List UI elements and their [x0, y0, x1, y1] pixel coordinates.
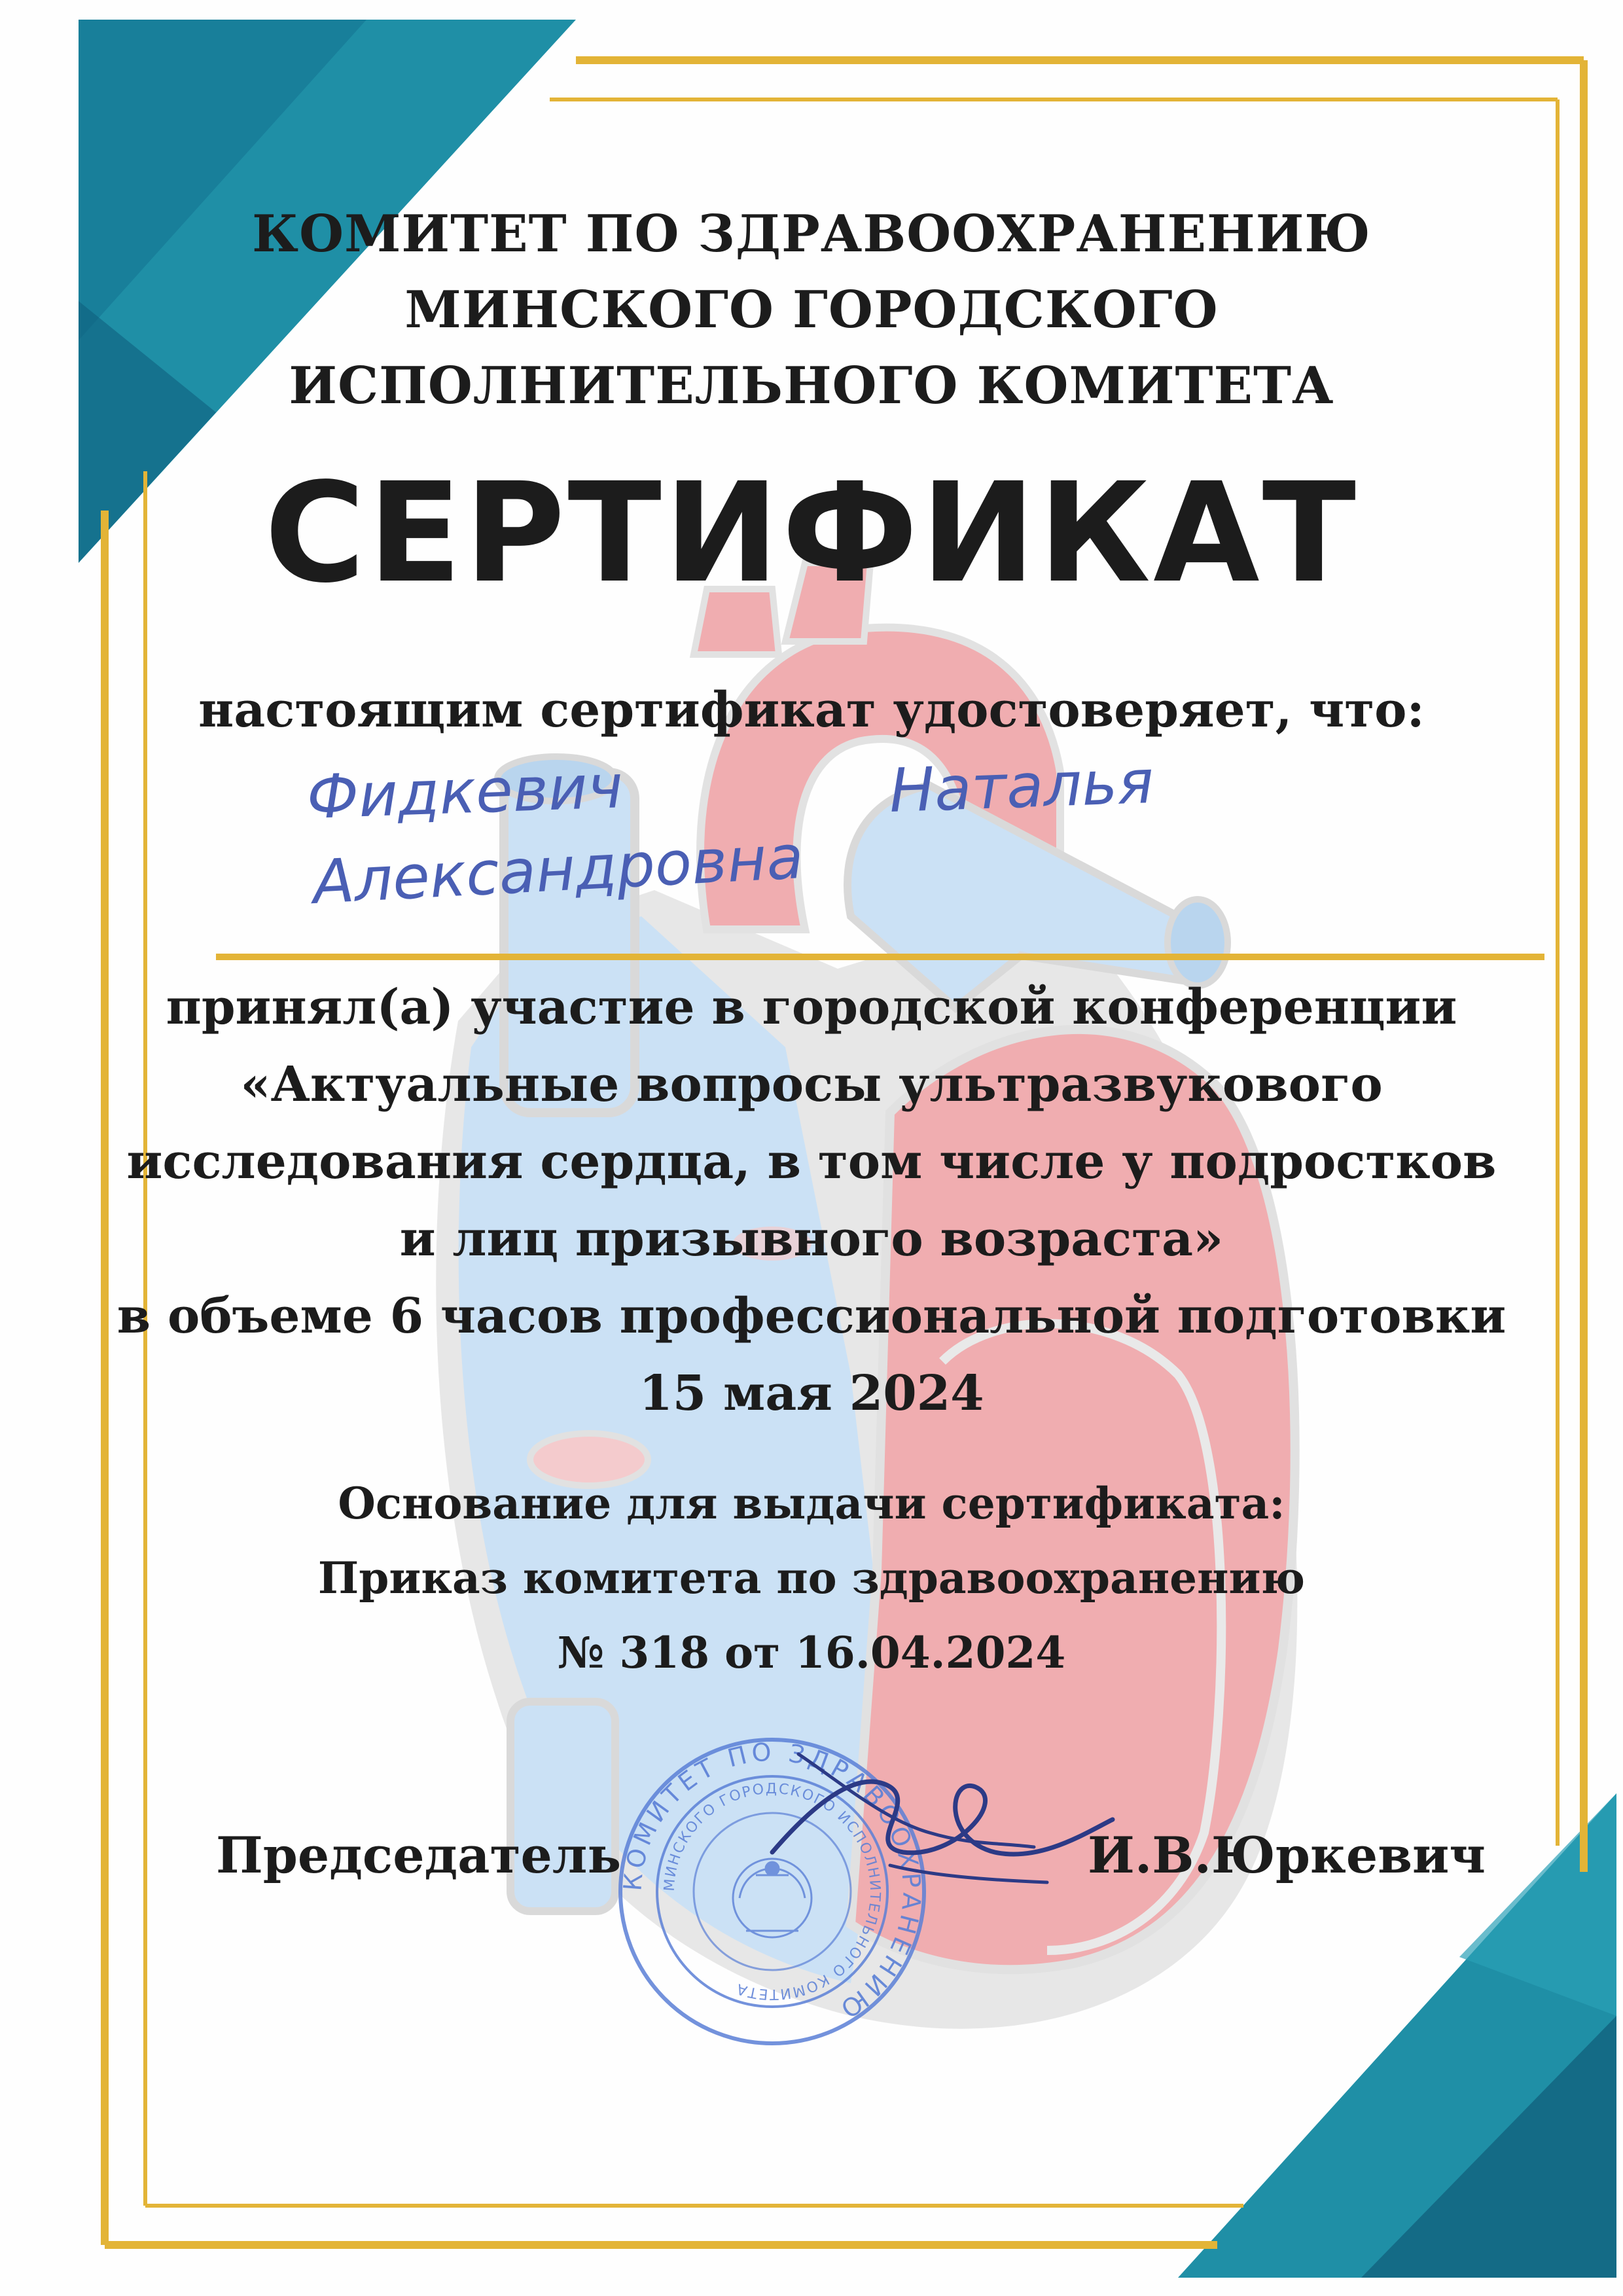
basis-line-2: Приказ комитета по здравоохранению — [317, 1552, 1306, 1604]
issuance-basis — [0, 1466, 1623, 1690]
issuer-line-1: КОМИТЕТ ПО ЗДРАВООХРАНЕНИЮ — [252, 204, 1371, 264]
body-line-3: исследования сердца, в том числе у подростков — [126, 1134, 1497, 1190]
basis-line-3: № 318 от 16.04.2024 — [557, 1627, 1066, 1678]
signatory-name: И.В.Юркевич — [1088, 1826, 1486, 1884]
body-line-4: и лиц призывного возраста» — [399, 1211, 1224, 1267]
body-line-5: в объеме 6 часов профессиональной подготовки — [116, 1288, 1507, 1344]
recipient-patronymic: Александровна — [311, 821, 806, 918]
body-line-6: 15 мая 2024 — [639, 1365, 984, 1422]
stamp-inner-text: МИНСКОГО ГОРОДСКОГО ИСПОЛНИТЕЛЬНОГО КОМИТЕТА — [661, 1780, 883, 2003]
issuer-line-2: МИНСКОГО ГОРОДСКОГО — [404, 280, 1219, 340]
basis-line-1: Основание для выдачи сертификата: — [338, 1478, 1285, 1529]
chairman-signature — [759, 1728, 1126, 1911]
certificate-title: СЕРТИФИКАТ — [264, 453, 1359, 613]
signature-position: Председатель — [216, 1826, 622, 1884]
body-line-1: принял(а) участие в городской конференции — [166, 979, 1457, 1035]
recipient-surname: Фидкевич — [306, 751, 624, 833]
body-line-2: «Актуальные вопросы ультразвукового — [240, 1056, 1383, 1113]
certificate-intro: настоящим сертификат удостоверяет, что: — [198, 682, 1425, 738]
issuer-line-3: ИСПОЛНИТЕЛЬНОГО КОМИТЕТА — [289, 356, 1334, 416]
stamp-outer-text: КОМИТЕТ ПО ЗДРАВООХРАНЕНИЮ — [618, 1737, 927, 2026]
certificate-body — [0, 969, 1623, 1432]
recipient-first-name: Наталья — [888, 746, 1155, 826]
